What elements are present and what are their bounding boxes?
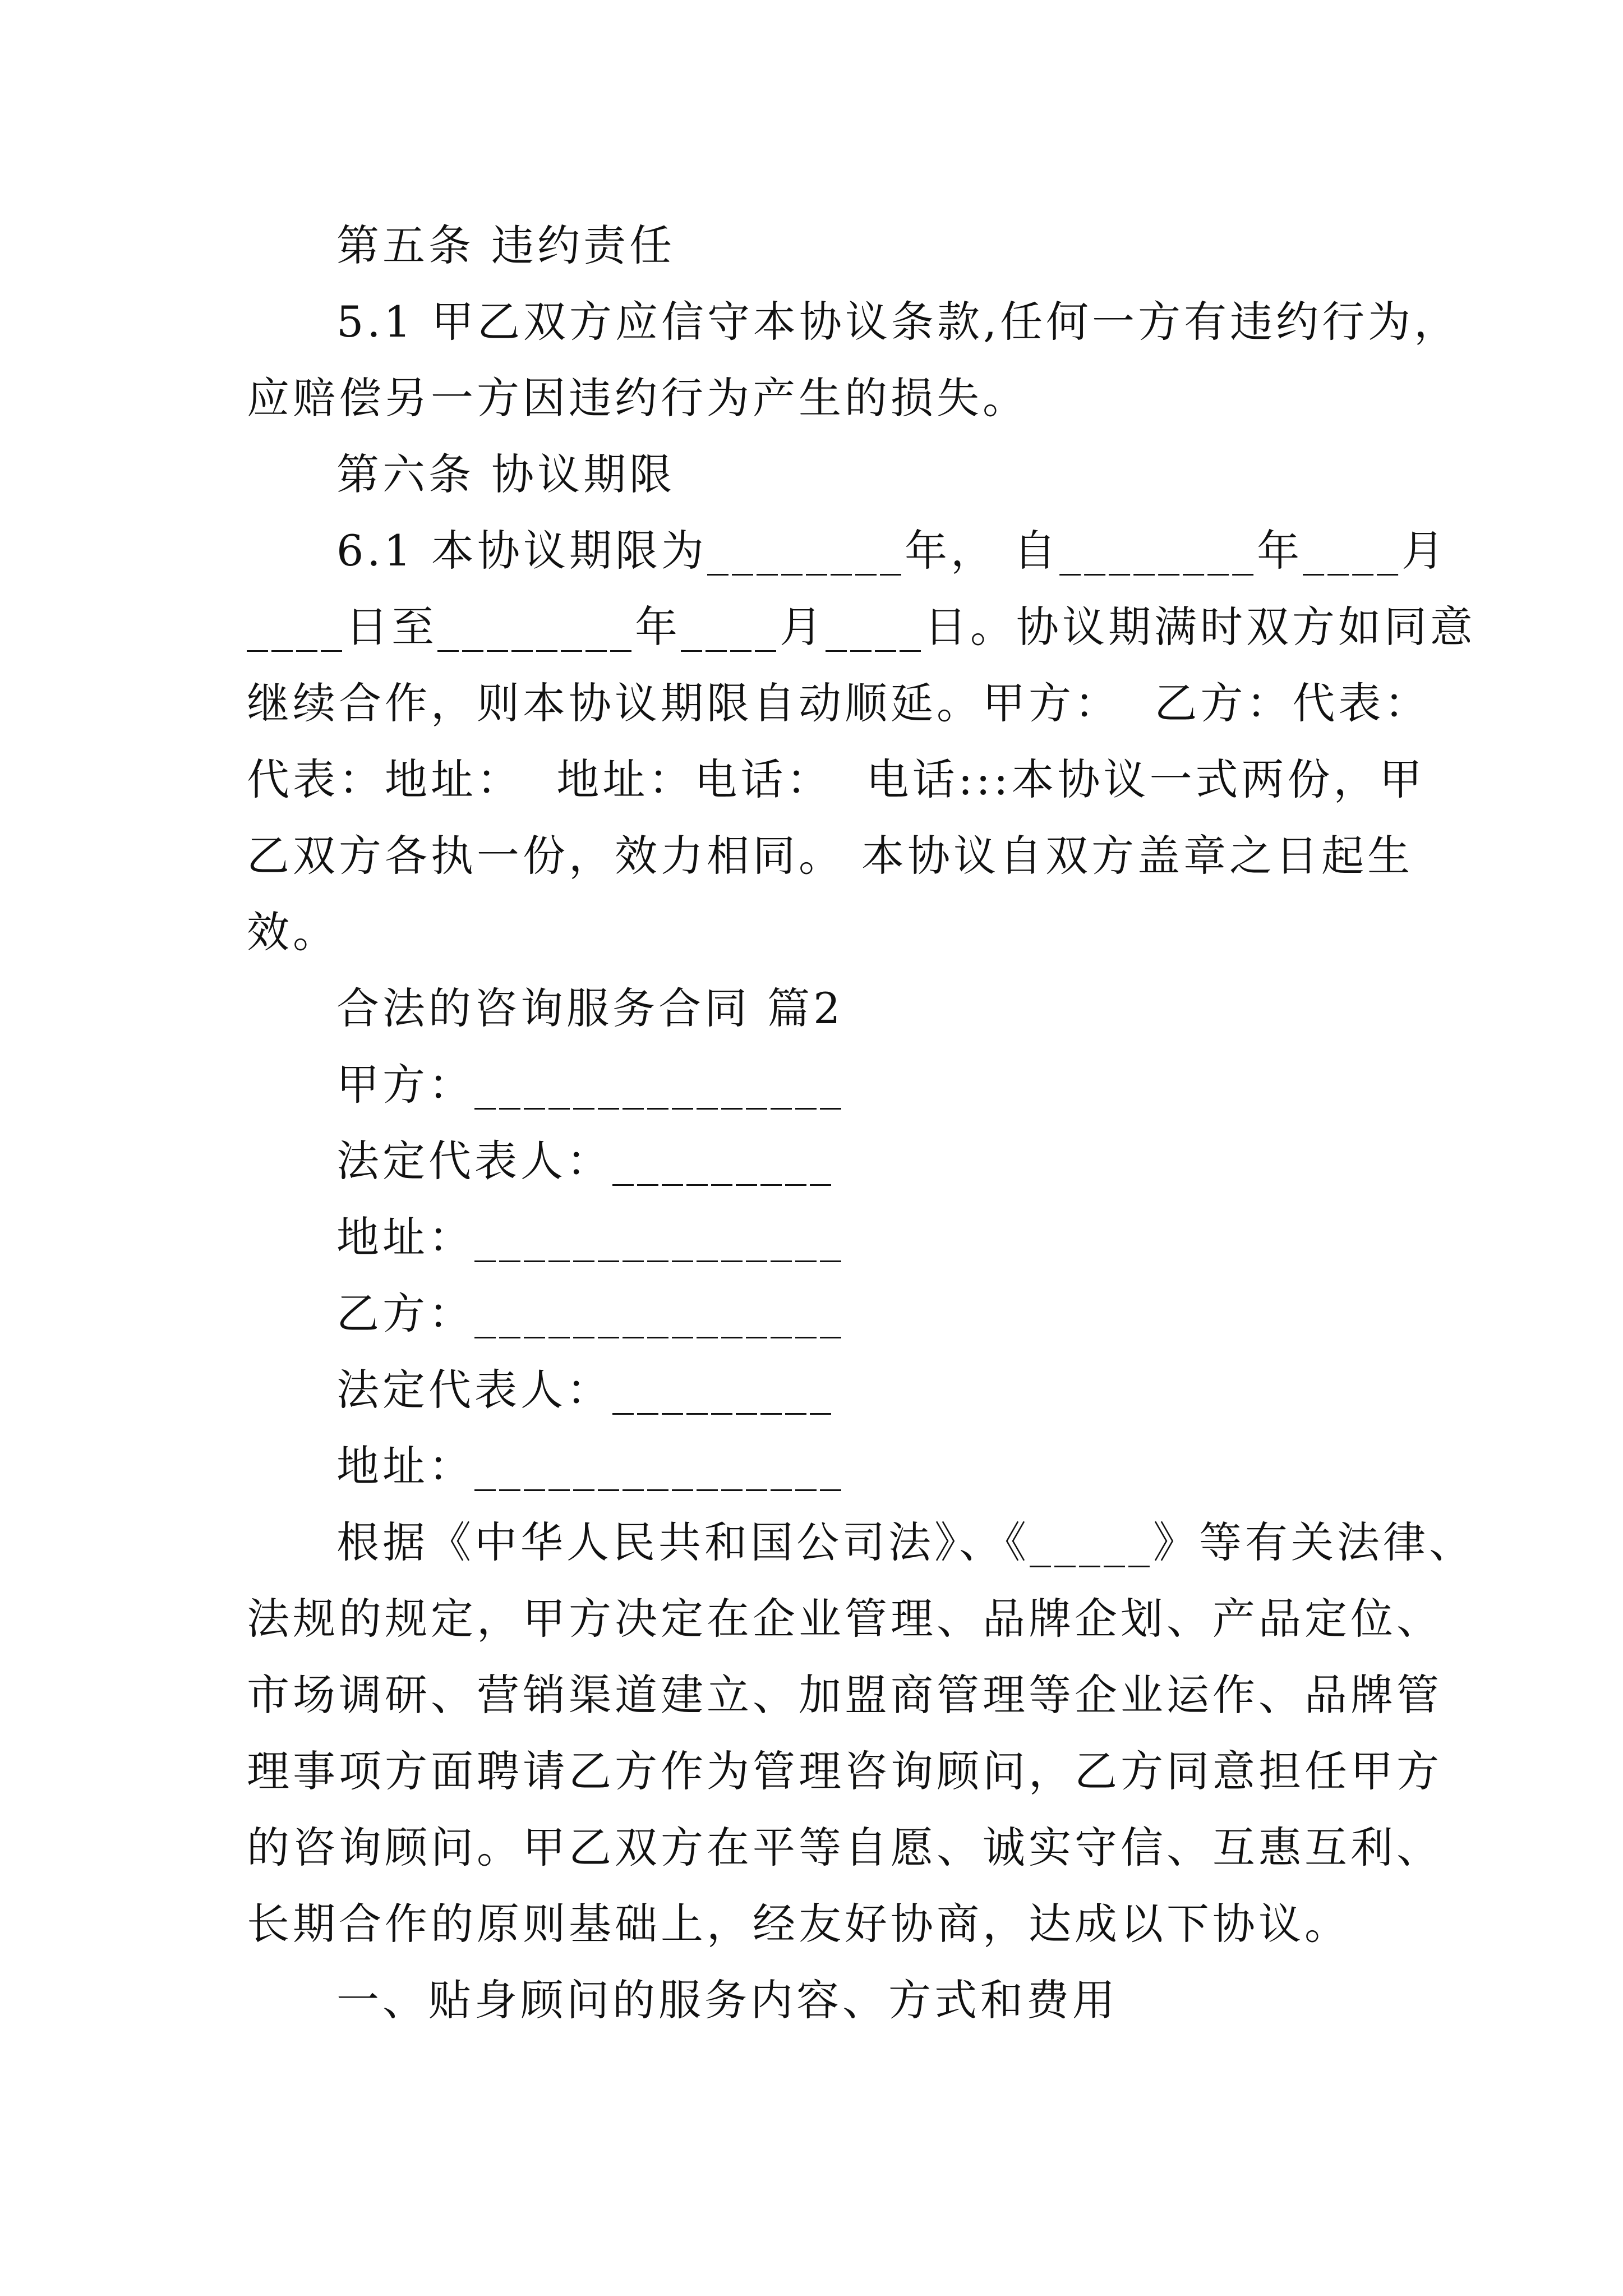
clause-5-1-line-2: 应赔偿另一方因违约行为产生的损失。 [247, 373, 1029, 423]
preamble-line-2: 法规的规定，甲方决定在企业管理、品牌企划、产品定位、 [247, 1594, 1442, 1644]
preamble-line-1: 根据《中华人民共和国公司法》、《_____》等有关法律、 [336, 1517, 1475, 1567]
party-a-address-field: 地址：_______________ [336, 1212, 845, 1262]
clause-6-1-line-2: ____日至________年____月____日。协议期满时双方如同意 [247, 602, 1476, 652]
section-1-heading: 一、贴身顾问的服务内容、方式和费用 [336, 1975, 1118, 2025]
contract-2-title: 合法的咨询服务合同 篇2 [336, 983, 844, 1033]
party-a-representative-field: 法定代表人：_________ [336, 1136, 834, 1186]
clause-6-1-line-4: 代表：地址： 地址：电话： 电话:::本协议一式两份，甲 [247, 754, 1426, 804]
clause-6-1-line-5: 乙双方各执一份，效力相同。 本协议自双方盖章之日起生 [247, 831, 1414, 881]
party-b-field: 乙方：_______________ [336, 1289, 845, 1338]
preamble-line-4: 理事项方面聘请乙方作为管理咨询顾问，乙方同意担任甲方 [247, 1746, 1442, 1796]
party-b-representative-field: 法定代表人：_________ [336, 1365, 834, 1415]
article-6-heading: 第六条 协议期限 [336, 449, 676, 499]
party-a-field: 甲方：_______________ [336, 1060, 845, 1110]
clause-6-1-line-6: 效。 [247, 907, 339, 957]
preamble-line-5: 的咨询顾问。甲乙双方在平等自愿、诚实守信、互惠互利、 [247, 1823, 1442, 1872]
preamble-line-3: 市场调研、营销渠道建立、加盟商管理等企业运作、品牌管 [247, 1670, 1442, 1720]
clause-6-1-line-3: 继续合作，则本协议期限自动顺延。甲方： 乙方：代表： [247, 678, 1431, 728]
clause-5-1-line-1: 5.1 甲乙双方应信守本协议条款,任何一方有违约行为， [336, 297, 1460, 347]
article-5-heading: 第五条 违约责任 [336, 220, 676, 270]
preamble-line-6: 长期合作的原则基础上，经友好协商，达成以下协议。 [247, 1899, 1350, 1949]
clause-6-1-line-1: 6.1 本协议期限为________年， 自________年____月 [336, 526, 1448, 576]
party-b-address-field: 地址：_______________ [336, 1441, 845, 1491]
